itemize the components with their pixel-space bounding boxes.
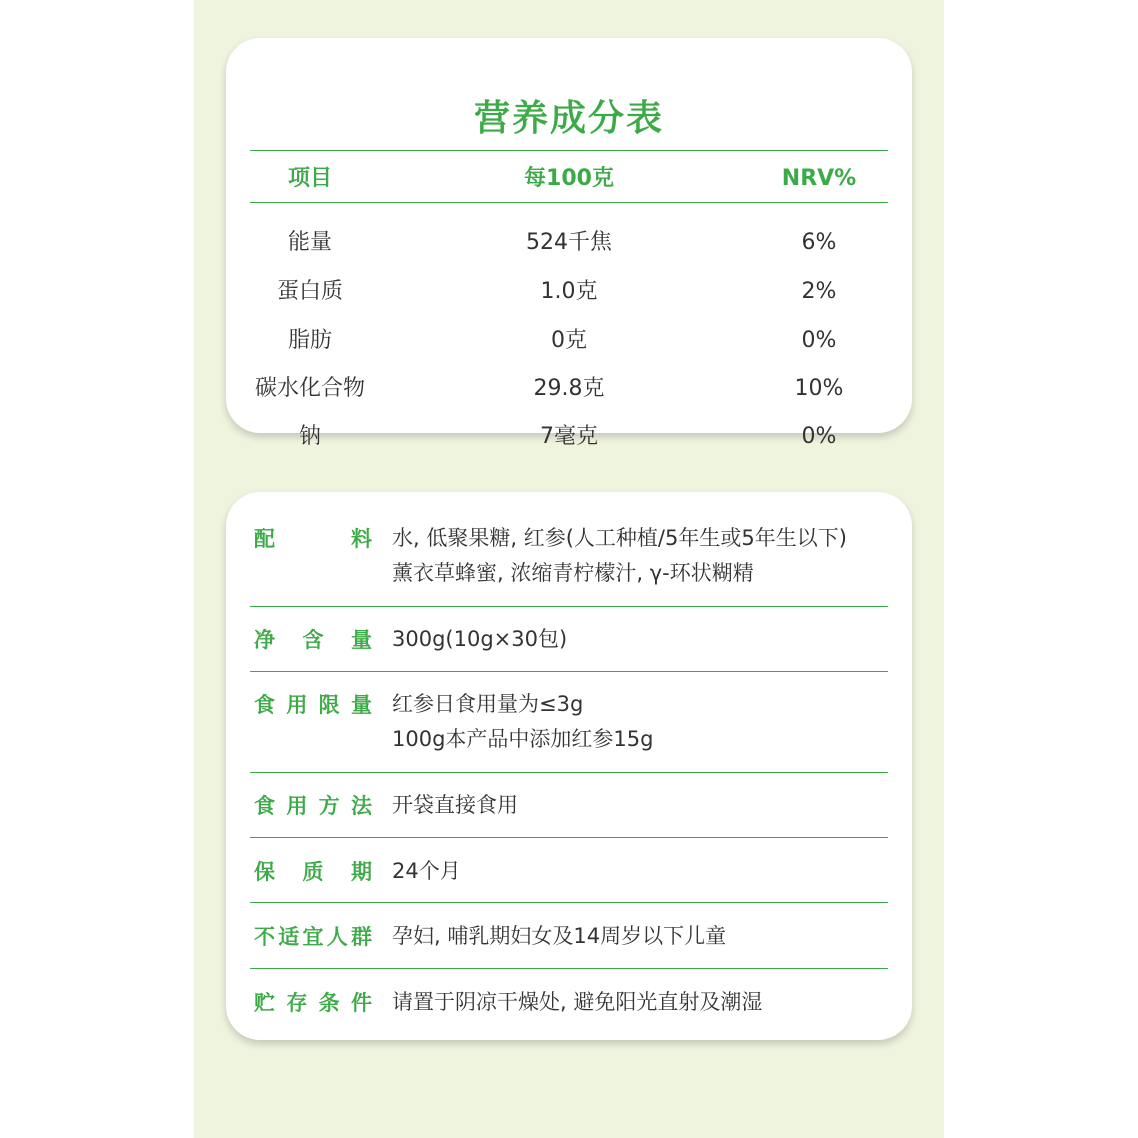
nutrient-name: 脂肪 bbox=[287, 328, 332, 353]
label-intake-limit: 食 用 限 量 bbox=[254, 693, 372, 717]
header-item: 项目 bbox=[287, 166, 332, 191]
nutrient-name: 碳水化合物 bbox=[254, 376, 365, 401]
nutrient-name: 钠 bbox=[298, 424, 321, 449]
nutrient-amount: 7毫克 bbox=[540, 424, 598, 449]
nutrient-nrv: 2% bbox=[801, 279, 837, 304]
label-ingredients: 配 料 bbox=[254, 527, 372, 551]
value-storage: 请置于阴凉干燥处, 避免阳光直射及潮湿 bbox=[392, 990, 763, 1014]
label-shelf-life: 保 质 期 bbox=[254, 860, 372, 884]
label-usage: 食 用 方 法 bbox=[254, 794, 372, 818]
nutrient-name: 蛋白质 bbox=[276, 279, 343, 304]
row-divider bbox=[250, 837, 888, 838]
nutrient-amount: 1.0克 bbox=[540, 279, 598, 304]
nutrition-facts-card bbox=[226, 38, 912, 449]
nutrient-amount: 524千焦 bbox=[526, 230, 612, 255]
header-nrv: NRV% bbox=[781, 166, 857, 191]
value-usage: 开袋直接食用 bbox=[392, 793, 518, 817]
row-divider bbox=[250, 671, 888, 672]
row-divider bbox=[250, 606, 888, 607]
label-net-content: 净 含 量 bbox=[254, 628, 372, 652]
header-bottom-divider bbox=[250, 202, 888, 203]
value-shelf-life: 24个月 bbox=[392, 859, 461, 883]
value-unsuitable-groups: 孕妇, 哺乳期妇女及14周岁以下儿童 bbox=[392, 924, 727, 948]
row-divider bbox=[250, 902, 888, 903]
product-info-card bbox=[226, 492, 912, 1040]
row-divider bbox=[250, 772, 888, 773]
nutrient-name: 能量 bbox=[287, 230, 332, 255]
nutrient-nrv: 0% bbox=[801, 328, 837, 353]
value-ingredients: 水, 低聚果糖, 红参(人工种植/5年生或5年生以下) 薰衣草蜂蜜, 浓缩青柠檬汁, γ-环状糊精 bbox=[392, 526, 847, 585]
nutrient-nrv: 10% bbox=[794, 376, 844, 401]
header-top-divider bbox=[250, 150, 888, 151]
nutrient-amount: 0克 bbox=[551, 328, 587, 353]
nutrient-nrv: 0% bbox=[801, 424, 837, 449]
nutrition-title: 营养成分表 bbox=[473, 98, 664, 139]
row-divider bbox=[250, 968, 888, 969]
header-per100g: 每100克 bbox=[524, 166, 614, 191]
nutrient-nrv: 6% bbox=[801, 230, 837, 255]
label-storage: 贮 存 条 件 bbox=[254, 991, 372, 1015]
value-intake-limit: 红参日食用量为≤3g 100g本产品中添加红参15g bbox=[392, 692, 654, 751]
label-unsuitable-groups: 不 适 宜 人 群 bbox=[254, 925, 372, 949]
value-net-content: 300g(10g×30包) bbox=[392, 627, 568, 651]
nutrient-amount: 29.8克 bbox=[533, 376, 605, 401]
